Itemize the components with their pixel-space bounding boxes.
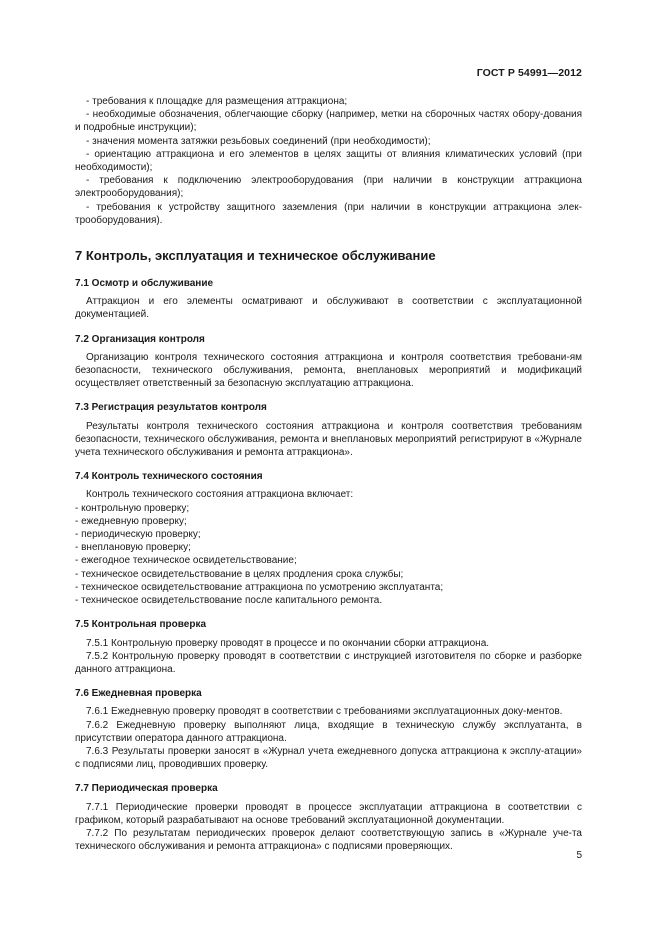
list-item: - требования к площадке для размещения аттракциона;	[86, 96, 348, 107]
section-7-5-1-text: 7.5.1 Контрольную проверку проводят в процессе и по окончании сборки аттракциона.	[86, 637, 490, 649]
list-item: - ежедневную проверку;	[75, 515, 187, 527]
page-content	[75, 95, 582, 853]
section-7-7-title: 7.7 Периодическая проверка	[75, 783, 218, 795]
list-item: - ориентацию аттракциона и его элементов в целях защиты от влияния климатических условий (при необходимости);	[75, 148, 582, 174]
section-7-4-title: 7.4 Контроль технического состояния	[75, 471, 263, 483]
list-item: - требования к подключению электрооборудования (при наличии в конструкции аттракциона электрооборудования);	[75, 175, 582, 200]
list-item: - контрольную проверку;	[75, 502, 190, 514]
list-item: - техническое освидетельствование после капитального ремонта.	[75, 595, 383, 607]
section-7-3-text: Результаты контроля технического состояния аттракциона и контроля соответствия требованиям безопасности, технического обслуживания, ремонта и внеплановых мероприятий регистрируют в «Журнале учета технического обслуживания и ремонта аттракциона».	[75, 420, 582, 459]
list-item: - техническое освидетельствование в целях продления срока службы;	[75, 568, 404, 580]
section-7-6-2-text: 7.6.2 Ежедневную проверку выполняют лица, входящие в техническую службу эксплуатанта, в присутствии оператора данного аттракциона.	[75, 719, 582, 744]
list-item: - ежегодное техническое освидетельствование;	[75, 555, 297, 567]
list-item: - периодическую проверку;	[75, 529, 201, 541]
intro-list	[75, 95, 582, 227]
list-item: - значения момента затяжки резьбовых соединений (при необходимости);	[86, 135, 431, 147]
list-item: - требования к устройству защитного заземления (при наличии в конструкции аттракциона элек-трооборудования).	[75, 201, 582, 226]
section-7-title: 7 Контроль, эксплуатация и техническое обслуживание	[75, 248, 436, 264]
section-7-5-title: 7.5 Контрольная проверка	[75, 619, 207, 631]
section-7-3-title: 7.3 Регистрация результатов контроля	[75, 402, 267, 414]
section-7-1-text: Аттракцион и его элементы осматривают и обслуживают в соответствии с эксплуатационной документацией.	[75, 296, 582, 321]
page-number: 5	[576, 850, 582, 861]
list-item: - техническое освидетельствование аттракциона по усмотрению эксплуатанта;	[75, 581, 444, 593]
section-7-7-1-text: 7.7.1 Периодические проверки проводят в процессе эксплуатации аттракциона в соответствии с графиком, который разрабатывают на основе требований эксплуатационной документации.	[75, 801, 582, 826]
section-7-6-title: 7.6 Ежедневная проверка	[75, 688, 202, 700]
list-item: - внеплановую проверку;	[75, 542, 191, 554]
section-7-6-3-text: 7.6.3 Результаты проверки заносят в «Журнал учета ежедневного допуска аттракциона к эксплу-атации» с подписями лиц, проводивших проверку.	[75, 745, 582, 771]
document-code-header: ГОСТ Р 54991—2012	[476, 67, 582, 79]
section-7-1-title: 7.1 Осмотр и обслуживание	[75, 278, 214, 290]
section-7-2-title: 7.2 Организация контроля	[75, 333, 205, 345]
list-item: - необходимые обозначения, облегчающие сборку (например, метки на сборочных частях обору-дования и подробные инструкции);	[75, 109, 582, 134]
section-7-2-text: Организацию контроля технического состояния аттракциона и контроля соответствия требовани-ям безопасности, технического обслуживания, ремонта, внеплановых мероприятий и модификаций осуществляет ответственный за безопасную эксплуатацию аттракциона.	[75, 351, 582, 390]
section-7-6-1-text: 7.6.1 Ежедневную проверку проводят в соответствии с требованиями эксплуатационных доку-ментов.	[86, 706, 563, 718]
section-7-7-2-text: 7.7.2 По результатам периодических проверок делают соответствующую запись в «Журнале уче-та технического обслуживания и ремонта аттракциона» с подписями проверяющих.	[75, 827, 582, 853]
section-7-4-intro: Контроль технического состояния аттракциона включает:	[86, 489, 354, 501]
section-7-5-2-text: 7.5.2 Контрольную проверку проводят в соответствии с инструкцией изготовителя по сборке и разборке данного аттракциона.	[75, 650, 582, 675]
section-7-4-list	[75, 502, 582, 608]
